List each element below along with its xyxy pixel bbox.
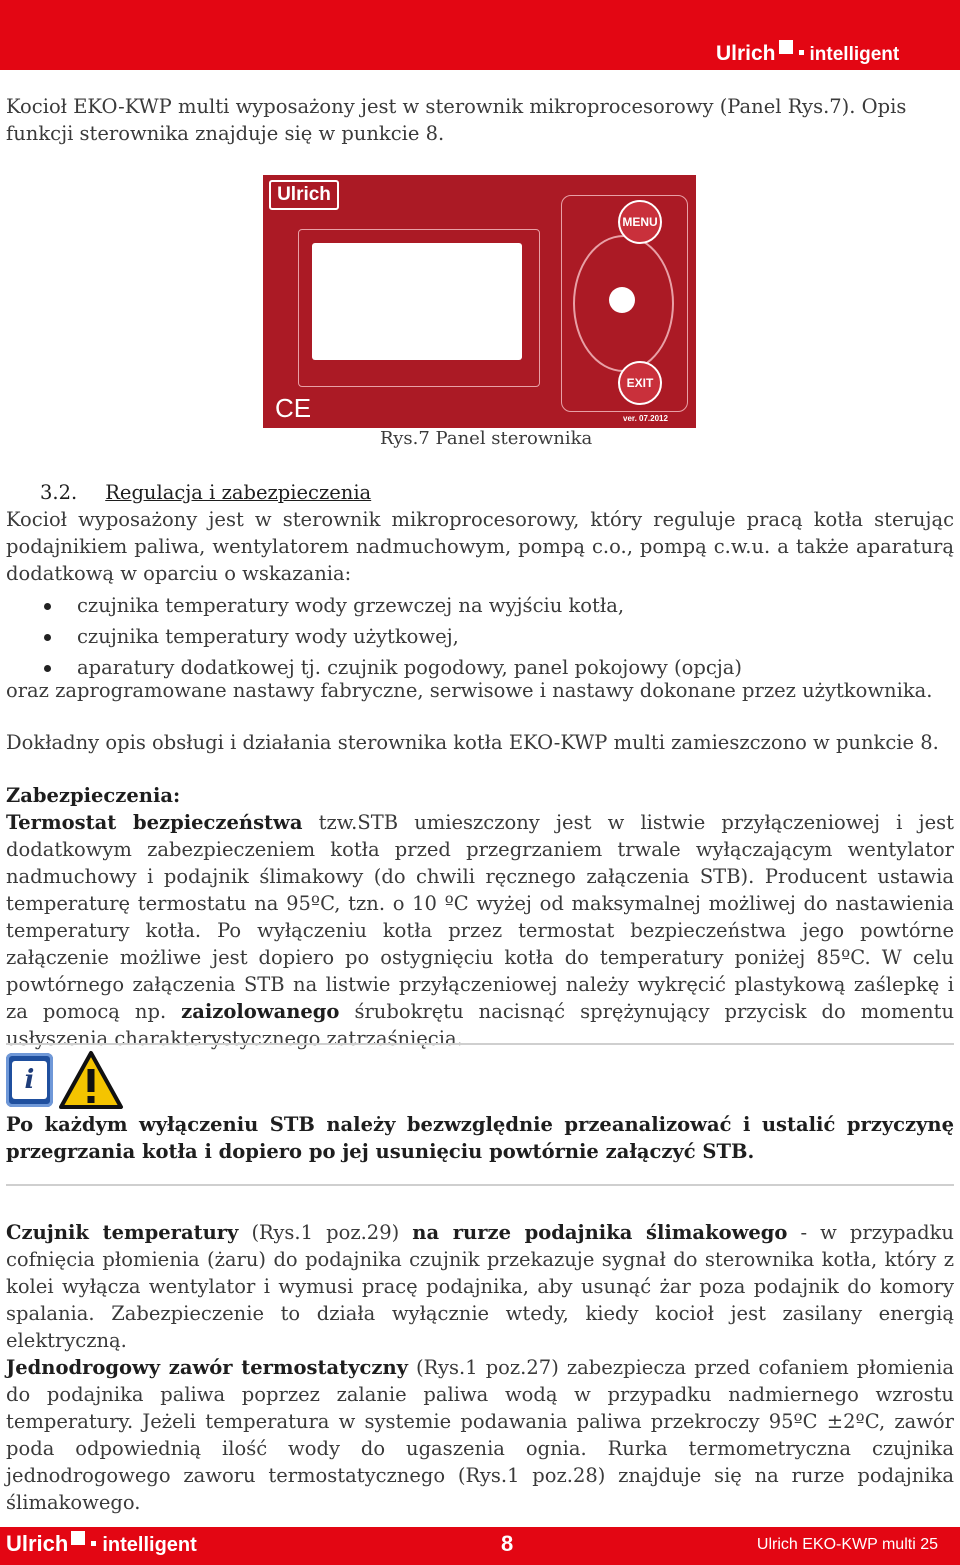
- controller-panel-image: [263, 175, 696, 428]
- info-icon: [6, 1053, 53, 1107]
- section-title: Regulacja i zabezpieczenia: [105, 481, 372, 504]
- reference-paragraph: Dokładny opis obsługi i działania sterownika kotła EKO-KWP multi zamieszczono w punkcie 8.: [6, 731, 939, 754]
- brand-tagline: intelligent: [809, 44, 900, 65]
- section-paragraph-line-2: podajnikiem paliwa, wentylatorem nadmuchowym, pompą c.o., pompą c.w.u. a także aparaturą: [6, 535, 954, 558]
- exit-button: EXIT: [618, 361, 662, 405]
- sensor-text: - w przypadku cofnięcia płomienia (żaru) do podajnika czujnik przekazuje sygnał do sterownika kotła, który z kolei wyłącza wentylator i wymusi pracę podajnika, aby usunąć żar poza podajnik do komory spalania. Zabezpieczenie to działa wyłącznie wtedy, kiedy kocioł jest zasilany energią elektryczną.: [6, 1221, 954, 1352]
- warning-icon: [58, 1050, 124, 1110]
- footer-brand-logo: [6, 1531, 197, 1557]
- header-brand-logo: [716, 40, 899, 66]
- sensor-ref: (Rys.1 poz.29): [251, 1221, 400, 1244]
- section-heading: [6, 479, 954, 506]
- list-item: aparatury dodatkowej tj. czujnik pogodowy, panel pokojowy (opcja): [6, 652, 742, 683]
- section-paragraph-line-1: Kocioł wyposażony jest w sterownik mikroprocesorowy, który reguluje pracą kotła sterując: [6, 508, 954, 531]
- page-number: 8: [501, 1531, 514, 1556]
- warning-text: Po każdym wyłączeniu STB należy bezwzględnie przeanalizować i ustalić przyczynę przegrzania kotła i dopiero po jej usunięciu powtórnie załączyć STB.: [6, 1113, 954, 1163]
- sensor-term: Czujnik temperatury: [6, 1221, 239, 1244]
- brand-name: Ulrich: [716, 42, 776, 65]
- version-label: ver. 07.2012: [623, 414, 668, 423]
- footer-doc-title: Ulrich EKO-KWP multi 25: [756, 1536, 938, 1553]
- stb-text-a: tzw.STB umieszczony jest w listwie przyłączeniowej i jest dodatkowym zabezpieczeniem kotła przed przegrzaniem trwale wyłączającym wentylator nadmuchowy i podajnik ślimakowy (do chwili ręcznego załączenia STB). Producent ustawia temperaturę termostatu na 95ºC, tzn. o 10 ºC wyżej od maksymalnej możliwej do nastawienia temperatury kotła. Po wyłączeniu kotła przez termostat bezpieczeństwa jego powtórne załączenie możliwe jest dopiero po ostygnięciu kotła do temperatury poniżej 85ºC. W celu powtórnego załączenia STB na listwie przyłączeniowej należy wykręcić plastykową zaślepkę i za pomocą np.: [6, 811, 954, 1023]
- section-paragraph-tail: oraz zaprogramowane nastawy fabryczne, serwisowe i nastawy dokonane przez użytkownika.: [6, 679, 933, 702]
- stb-paragraph: [6, 809, 954, 1052]
- footer-brand-name: Ulrich: [6, 1531, 69, 1556]
- valve-text: (Rys.1 poz.27) zabezpiecza przed cofaniem płomienia do podajnika paliwa poprzez zalanie paliwa wodą w przypadku nadmiernego wzrostu temperatury. Jeżeli temperatura w systemie podawania paliwa przekroczy 95ºC ±2ºC, zawór poda odpowiednią ilość wody do ugaszenia ognia. Rurka termometryczna czujnika jednodrogowego zaworu termostatycznego (Rys.1 poz.28) znajduje się na rurze podajnika ślimakowego.: [6, 1356, 955, 1514]
- valve-term: Jednodrogowy zawór termostatyczny: [6, 1356, 408, 1379]
- stb-term-2: zaizolowanego: [181, 1000, 340, 1023]
- stb-text-b: śrubokrętu nacisnąć sprężynujący przycisk do momentu usłyszenia charakterystycznego zatrzaśnięcia.: [6, 1000, 955, 1050]
- rotary-knob-icon: [609, 287, 635, 313]
- section-number: 3.2.: [40, 481, 78, 504]
- info-icon-face: i: [12, 1061, 47, 1099]
- intro-paragraph: Kocioł EKO-KWP multi wyposażony jest w sterownik mikroprocesorowy (Panel Rys.7). Opis funkcji sterownika znajduje się w punkcie 8.: [6, 95, 907, 145]
- valve-paragraph: [6, 1354, 954, 1516]
- sensor-term-2: na rurze podajnika ślimakowego: [412, 1221, 788, 1244]
- section-paragraph-line-3: dodatkową w oparciu o wskazania:: [6, 562, 352, 585]
- warning-divider-bottom: [6, 1184, 954, 1186]
- figure-caption: Rys.7 Panel sterownika: [380, 428, 593, 449]
- display-screen: [312, 243, 522, 360]
- list-item: czujnika temperatury wody grzewczej na wyjściu kotła,: [6, 590, 742, 621]
- menu-button: MENU: [618, 200, 662, 244]
- ce-mark-icon: CE: [275, 393, 312, 423]
- warning-divider-top: [6, 1043, 954, 1045]
- sensor-list: [6, 590, 742, 683]
- stb-term: Termostat bezpieczeństwa: [6, 811, 303, 834]
- footer-brand-tagline: intelligent: [102, 1534, 197, 1556]
- list-item: czujnika temperatury wody użytkowej,: [6, 621, 742, 652]
- sensor-paragraph: [6, 1219, 954, 1354]
- panel-logo: Ulrich: [269, 180, 339, 210]
- safety-heading: Zabezpieczenia:: [6, 784, 181, 807]
